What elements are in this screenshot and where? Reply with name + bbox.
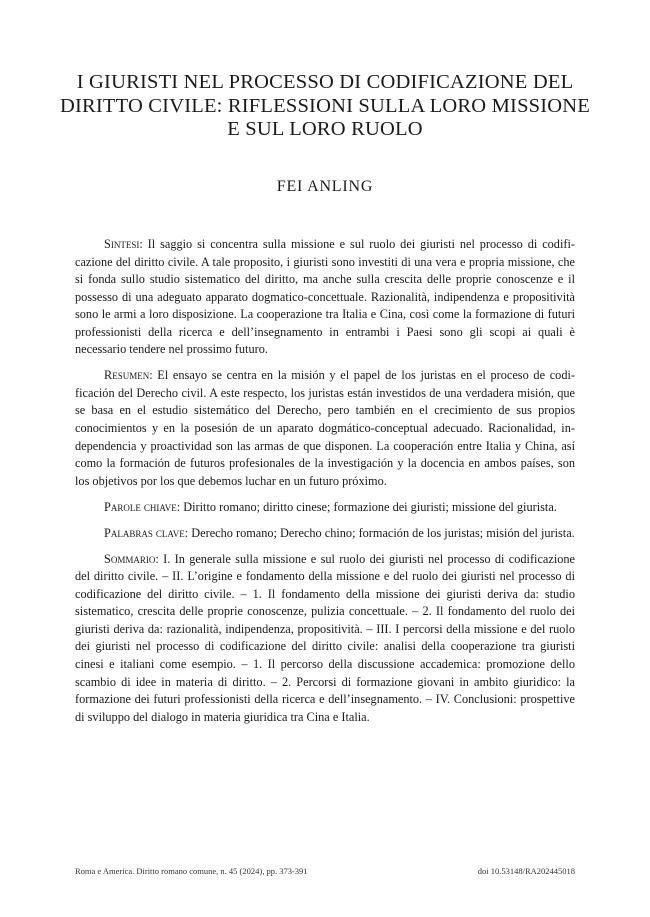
doi: doi 10.53148/RA202445018 — [477, 866, 575, 876]
article-title — [40, 71, 610, 142]
palabras-clave-paragraph — [75, 525, 575, 543]
abstract-block — [75, 236, 575, 735]
parole-chiave-paragraph — [75, 499, 575, 517]
author-name: FEI ANLING — [276, 178, 374, 195]
sommario-text: I. In generale sulla missione e sul ruolo dei giuristi nel processo di codificazione del diritto civile. – II. L’origine e fondamento della missione e del ruolo dei giuristi nel processo di codificazione del diritto civile. – 1. Il fondamento della missione dei giuristi deriva da: studio sistematico, crescita delle proprie conoscenze, pulizia concettuale. – 2. Il fondamento del ruolo dei giuristi deriva da: razionalità, indipendenza, propositività. – III. I percorsi della missione e del ruolo dei giuristi nel processo di codificazione del diritto civile: analisi della cooperazione tra giuristi cinesi e italiani come esempio. – 1. Il percorso della discussione accademica: promozione dello scambio di idee in materia di diritto. – 2. Percorsi di formazione giovani in ambito giuridico: la formazione dei futuri professionisti della ricerca e dell’insegnamento. – IV. Conclusioni: prospettive di sviluppo del dialogo in materia giuridica tra Cina e Italia. — [75, 551, 575, 724]
title-line-3: E SUL LORO RUOLO — [227, 118, 423, 140]
sintesi-label: Sintesi: — [104, 237, 143, 251]
page-footer — [75, 866, 575, 876]
title-line-2: DIRITTO CIVILE: RIFLESSIONI SULLA LORO MISSIONE — [59, 94, 591, 117]
sintesi-paragraph — [75, 236, 575, 359]
sommario-paragraph — [75, 551, 575, 726]
sintesi-text: Il saggio si concentra sulla missione e sul ruolo dei giuristi nel processo di codificazione del diritto civile. A tale proposito, i giuristi sono investiti di una vera e propria missione, che si fonda sullo studio sistematico del diritto, ma anche sulla crescita delle proprie conoscenze e il possesso di una adeguato apparato dogmatico-concettuale. Razionalità, indipendenza e propositività sono le armi a loro disposizione. La cooperazione tra Italia e Cina, così come la formazione di futuri professionisti della ricerca e dell’insegnamento in entrambi i Paesi sono gli scopi ai quali è necessario tendere nel prossimo futuro. — [75, 237, 575, 357]
parole-chiave-label: Parole chiave: — [104, 499, 181, 514]
journal-citation: Roma e America. Diritto romano comune, n. 45 (2024), pp. 373-391 — [75, 866, 308, 876]
resumen-label: Resumen: — [104, 368, 153, 383]
palabras-clave-label: Palabras clave: — [104, 525, 189, 540]
resumen-paragraph — [75, 367, 575, 490]
title-line-1: I GIURISTI NEL PROCESSO DI CODIFICAZIONE DEL — [76, 71, 574, 93]
palabras-clave-text: Derecho romano; Derecho chino; formación de los juristas; misión del jurista. — [188, 525, 575, 540]
parole-chiave-text: Diritto romano; diritto cinese; formazione dei giuristi; missione del giurista. — [180, 499, 557, 514]
sommario-label: Sommario: — [104, 551, 159, 566]
resumen-text: El ensayo se centra en la misión y el papel de los juristas en el proceso de codificación del Derecho civil. A este respecto, los juristas están investidos de una verdadera misión, que se basa en el estudio sistemático del Derecho, pero también en el crecimiento de sus propios conocimientos y en la posesión de un aparato dogmático-conceptual adecuado. Racionalidad, independencia y proactividad son las armas de que disponen. La cooperación entre Italia y China, así como la formación de futuros profesionales de la investigación y la docencia en ambos países, son los objetivos por los que debemos luchar en un futuro próximo. — [75, 368, 575, 488]
